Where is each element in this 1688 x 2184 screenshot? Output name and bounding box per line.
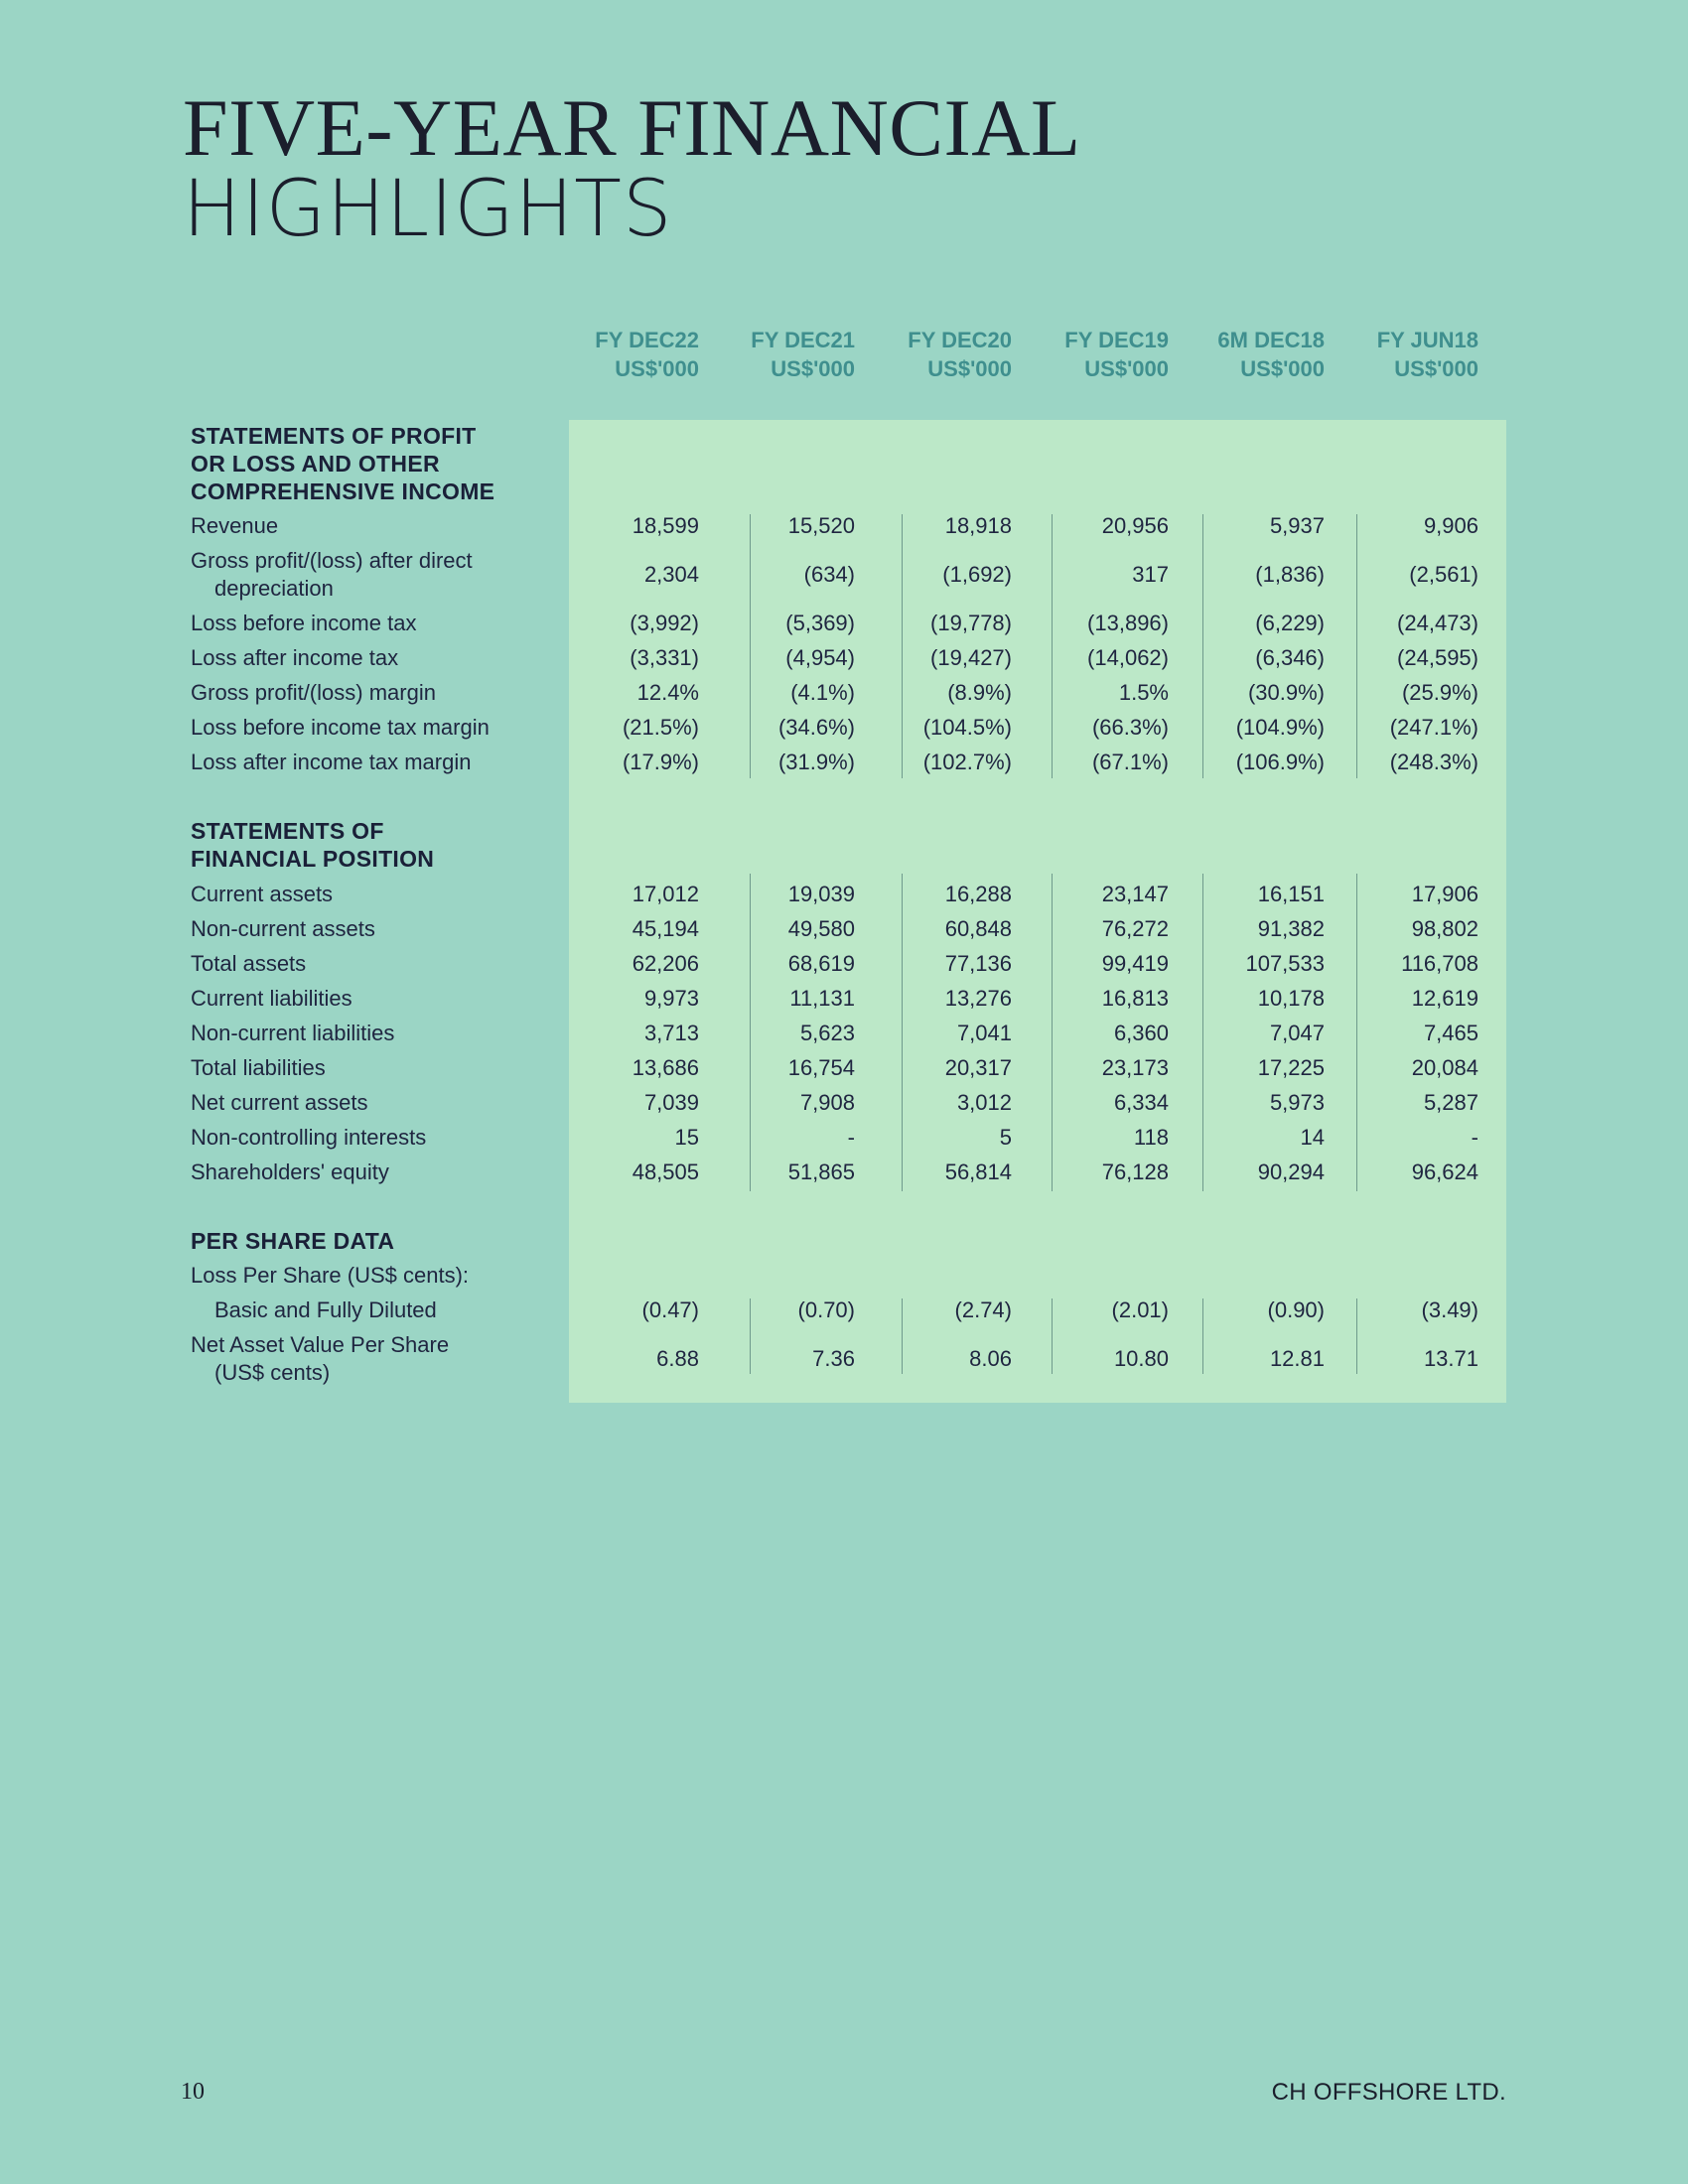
table-cell: (104.9%) bbox=[1235, 715, 1325, 740]
table-cell: (25.9%) bbox=[1401, 680, 1478, 705]
section-heading bbox=[191, 1227, 394, 1255]
table-cell: (8.9%) bbox=[947, 680, 1012, 705]
table-cell: 15 bbox=[674, 1125, 699, 1150]
column-divider bbox=[750, 874, 751, 1191]
table-cell: (3.49) bbox=[1421, 1297, 1478, 1322]
table-cell: 16,288 bbox=[944, 882, 1012, 906]
table-cell: 48,505 bbox=[632, 1160, 699, 1184]
table-cell: 7.36 bbox=[812, 1346, 855, 1371]
table-cell: 7,465 bbox=[1423, 1021, 1478, 1045]
row-label-line: Revenue bbox=[191, 513, 279, 538]
table-cell: (104.5%) bbox=[922, 715, 1012, 740]
table-cell: 23,147 bbox=[1101, 882, 1169, 906]
column-divider bbox=[750, 514, 751, 778]
row-label-line: Total assets bbox=[191, 951, 307, 976]
row-label bbox=[191, 1020, 394, 1047]
table-cell: (1,692) bbox=[942, 562, 1012, 587]
row-label bbox=[191, 714, 490, 742]
row-label-line: Gross profit/(loss) margin bbox=[191, 680, 436, 705]
table-cell: 96,624 bbox=[1411, 1160, 1478, 1184]
column-unit: US$'000 bbox=[771, 356, 855, 381]
table-cell: (19,427) bbox=[930, 645, 1012, 670]
row-label-line: Non-current assets bbox=[191, 916, 375, 941]
table-cell: (106.9%) bbox=[1235, 750, 1325, 774]
column-header bbox=[706, 326, 855, 383]
row-label-line: Total liabilities bbox=[191, 1055, 326, 1080]
table-cell: 6,334 bbox=[1113, 1090, 1169, 1115]
section-heading bbox=[191, 422, 494, 505]
section-heading-line: STATEMENTS OF bbox=[191, 818, 384, 844]
table-cell: (2.01) bbox=[1111, 1297, 1169, 1322]
section-heading-line: COMPREHENSIVE INCOME bbox=[191, 478, 495, 504]
table-cell: - bbox=[1471, 1125, 1478, 1150]
page-number: 10 bbox=[181, 2079, 205, 2105]
table-cell: 76,128 bbox=[1101, 1160, 1169, 1184]
row-label bbox=[191, 915, 375, 943]
table-cell: (14,062) bbox=[1087, 645, 1169, 670]
column-unit: US$'000 bbox=[615, 356, 699, 381]
table-cell: 9,906 bbox=[1423, 513, 1478, 538]
row-label-line: Loss after income tax margin bbox=[191, 750, 472, 774]
table-cell: 10.80 bbox=[1113, 1346, 1169, 1371]
section-heading bbox=[191, 817, 434, 873]
section-heading-line: STATEMENTS OF PROFIT bbox=[191, 423, 477, 449]
table-cell: 17,906 bbox=[1411, 882, 1478, 906]
table-cell: 6.88 bbox=[656, 1346, 699, 1371]
table-cell: (30.9%) bbox=[1247, 680, 1325, 705]
row-label: Loss Per Share (US$ cents): bbox=[191, 1263, 470, 1288]
table-cell: 17,012 bbox=[632, 882, 699, 906]
row-label-line: (US$ cents) bbox=[214, 1360, 331, 1385]
table-cell: 91,382 bbox=[1257, 916, 1325, 941]
row-label-line: depreciation bbox=[214, 576, 334, 601]
row-label-line: Loss before income tax margin bbox=[191, 715, 490, 740]
table-cell: 116,708 bbox=[1401, 951, 1478, 976]
row-label bbox=[191, 950, 306, 978]
column-period: 6M DEC18 bbox=[1217, 328, 1325, 352]
table-cell: 16,151 bbox=[1257, 882, 1325, 906]
table-cell: 20,317 bbox=[944, 1055, 1012, 1080]
row-label bbox=[191, 547, 473, 603]
table-cell: 20,956 bbox=[1101, 513, 1169, 538]
table-cell: 14 bbox=[1300, 1125, 1325, 1150]
table-cell: (248.3%) bbox=[1389, 750, 1478, 774]
row-label-line: Shareholders' equity bbox=[191, 1160, 389, 1184]
row-label-line: Net current assets bbox=[191, 1090, 368, 1115]
row-label bbox=[191, 985, 352, 1013]
table-cell: 6,360 bbox=[1113, 1021, 1169, 1045]
column-divider bbox=[1356, 1298, 1357, 1374]
column-period: FY DEC20 bbox=[908, 328, 1012, 352]
page-subtitle: HIGHLIGHTS bbox=[183, 165, 673, 254]
table-cell: 13.71 bbox=[1423, 1346, 1478, 1371]
column-header bbox=[1176, 326, 1325, 383]
table-cell: 5,623 bbox=[799, 1021, 855, 1045]
table-cell: 5,937 bbox=[1269, 513, 1325, 538]
page-title: FIVE-YEAR FINANCIAL bbox=[183, 82, 1081, 173]
table-cell: 99,419 bbox=[1101, 951, 1169, 976]
table-cell: 7,908 bbox=[799, 1090, 855, 1115]
table-cell: 90,294 bbox=[1257, 1160, 1325, 1184]
table-cell: 56,814 bbox=[944, 1160, 1012, 1184]
table-cell: 3,713 bbox=[643, 1021, 699, 1045]
table-cell: (3,331) bbox=[630, 645, 699, 670]
table-cell: 18,599 bbox=[632, 513, 699, 538]
row-label bbox=[191, 1089, 368, 1117]
column-divider bbox=[1356, 874, 1357, 1191]
table-cell: 5,287 bbox=[1423, 1090, 1478, 1115]
column-divider bbox=[1052, 514, 1053, 778]
column-period: FY JUN18 bbox=[1376, 328, 1478, 352]
row-label-line: Non-current liabilities bbox=[191, 1021, 395, 1045]
column-divider bbox=[1202, 874, 1203, 1191]
row-label bbox=[191, 881, 333, 908]
column-divider bbox=[902, 874, 903, 1191]
section-heading-line: FINANCIAL POSITION bbox=[191, 846, 435, 872]
table-cell: (34.6%) bbox=[777, 715, 855, 740]
table-cell: 118 bbox=[1133, 1125, 1169, 1150]
table-cell: (24,595) bbox=[1397, 645, 1478, 670]
table-cell: 15,520 bbox=[787, 513, 855, 538]
table-cell: 9,973 bbox=[643, 986, 699, 1011]
column-header bbox=[863, 326, 1012, 383]
table-cell: 12,619 bbox=[1411, 986, 1478, 1011]
column-divider bbox=[1356, 514, 1357, 778]
table-cell: 77,136 bbox=[944, 951, 1012, 976]
table-cell: 62,206 bbox=[632, 951, 699, 976]
row-label-line: Gross profit/(loss) after direct bbox=[191, 548, 473, 573]
column-period: FY DEC22 bbox=[595, 328, 699, 352]
row-label bbox=[191, 749, 471, 776]
section-heading-line: OR LOSS AND OTHER bbox=[191, 451, 440, 477]
table-cell: 7,047 bbox=[1269, 1021, 1325, 1045]
column-unit: US$'000 bbox=[1084, 356, 1169, 381]
column-unit: US$'000 bbox=[927, 356, 1012, 381]
table-cell: 12.4% bbox=[636, 680, 699, 705]
table-cell: 45,194 bbox=[632, 916, 699, 941]
column-divider bbox=[902, 1298, 903, 1374]
table-cell: 23,173 bbox=[1101, 1055, 1169, 1080]
table-cell: 13,276 bbox=[944, 986, 1012, 1011]
table-cell: 11,131 bbox=[789, 986, 855, 1011]
column-period: FY DEC21 bbox=[751, 328, 855, 352]
table-cell: 10,178 bbox=[1257, 986, 1325, 1011]
table-cell: (21.5%) bbox=[622, 715, 699, 740]
column-divider bbox=[902, 514, 903, 778]
row-label-line: Net Asset Value Per Share bbox=[191, 1332, 450, 1357]
table-cell: 1.5% bbox=[1118, 680, 1169, 705]
table-cell: 76,272 bbox=[1101, 916, 1169, 941]
row-label-line: Loss after income tax bbox=[191, 645, 399, 670]
table-cell: (0.90) bbox=[1267, 1297, 1325, 1322]
row-label-line: Loss before income tax bbox=[191, 611, 417, 635]
table-cell: (0.70) bbox=[797, 1297, 855, 1322]
table-cell: 18,918 bbox=[944, 513, 1012, 538]
row-label bbox=[191, 1159, 389, 1186]
column-divider bbox=[1202, 1298, 1203, 1374]
row-label bbox=[191, 1331, 449, 1387]
table-cell: 16,813 bbox=[1101, 986, 1169, 1011]
table-cell: 3,012 bbox=[956, 1090, 1012, 1115]
table-cell: (67.1%) bbox=[1091, 750, 1169, 774]
table-cell: 13,686 bbox=[632, 1055, 699, 1080]
row-label bbox=[191, 679, 436, 707]
table-cell: 60,848 bbox=[944, 916, 1012, 941]
row-label bbox=[191, 1054, 326, 1082]
table-cell: 20,084 bbox=[1411, 1055, 1478, 1080]
row-label bbox=[191, 1124, 426, 1152]
table-cell: 19,039 bbox=[787, 882, 855, 906]
table-cell: (5,369) bbox=[785, 611, 855, 635]
table-cell: 5 bbox=[999, 1125, 1012, 1150]
table-cell: (19,778) bbox=[930, 611, 1012, 635]
table-cell: 68,619 bbox=[787, 951, 855, 976]
table-cell: (13,896) bbox=[1087, 611, 1169, 635]
table-cell: (66.3%) bbox=[1091, 715, 1169, 740]
table-cell: (2,561) bbox=[1409, 562, 1478, 587]
column-divider bbox=[1052, 874, 1053, 1191]
table-cell: (6,346) bbox=[1255, 645, 1325, 670]
table-cell: (0.47) bbox=[641, 1297, 699, 1322]
row-label bbox=[191, 610, 416, 637]
table-cell: (634) bbox=[803, 562, 855, 587]
section-heading-line: PER SHARE DATA bbox=[191, 1228, 395, 1254]
table-cell: 7,039 bbox=[643, 1090, 699, 1115]
table-cell: 17,225 bbox=[1257, 1055, 1325, 1080]
row-label bbox=[191, 644, 398, 672]
table-cell: (31.9%) bbox=[777, 750, 855, 774]
row-label-line: Current liabilities bbox=[191, 986, 352, 1011]
table-cell: (3,992) bbox=[630, 611, 699, 635]
table-cell: 107,533 bbox=[1245, 951, 1325, 976]
column-divider bbox=[750, 1298, 751, 1374]
column-divider bbox=[1052, 1298, 1053, 1374]
table-cell: 16,754 bbox=[787, 1055, 855, 1080]
table-cell: 5,973 bbox=[1269, 1090, 1325, 1115]
table-cell: 8.06 bbox=[969, 1346, 1012, 1371]
table-cell: 51,865 bbox=[787, 1160, 855, 1184]
table-cell: 317 bbox=[1132, 562, 1169, 587]
row-label-line: Basic and Fully Diluted bbox=[214, 1297, 437, 1322]
column-unit: US$'000 bbox=[1394, 356, 1478, 381]
column-header bbox=[1330, 326, 1478, 383]
company-name: CH OFFSHORE LTD. bbox=[1271, 2079, 1506, 2106]
column-period: FY DEC19 bbox=[1064, 328, 1169, 352]
table-cell: 49,580 bbox=[787, 916, 855, 941]
table-cell: (4.1%) bbox=[790, 680, 855, 705]
table-cell: 12.81 bbox=[1269, 1346, 1325, 1371]
table-cell: (4,954) bbox=[785, 645, 855, 670]
table-cell: - bbox=[847, 1125, 855, 1150]
table-cell: (17.9%) bbox=[622, 750, 699, 774]
row-label-line: Non-controlling interests bbox=[191, 1125, 427, 1150]
table-cell: 7,041 bbox=[956, 1021, 1012, 1045]
row-label-line: Current assets bbox=[191, 882, 334, 906]
row-label bbox=[191, 512, 278, 540]
column-divider bbox=[1202, 514, 1203, 778]
column-header bbox=[1020, 326, 1169, 383]
table-cell: 98,802 bbox=[1411, 916, 1478, 941]
column-unit: US$'000 bbox=[1240, 356, 1325, 381]
row-label bbox=[191, 1297, 437, 1324]
table-cell: (6,229) bbox=[1255, 611, 1325, 635]
table-cell: (247.1%) bbox=[1389, 715, 1478, 740]
table-cell: 2,304 bbox=[643, 562, 699, 587]
table-cell: (2.74) bbox=[954, 1297, 1012, 1322]
table-cell: (24,473) bbox=[1397, 611, 1478, 635]
table-cell: (102.7%) bbox=[922, 750, 1012, 774]
column-header bbox=[550, 326, 699, 383]
table-cell: (1,836) bbox=[1255, 562, 1325, 587]
